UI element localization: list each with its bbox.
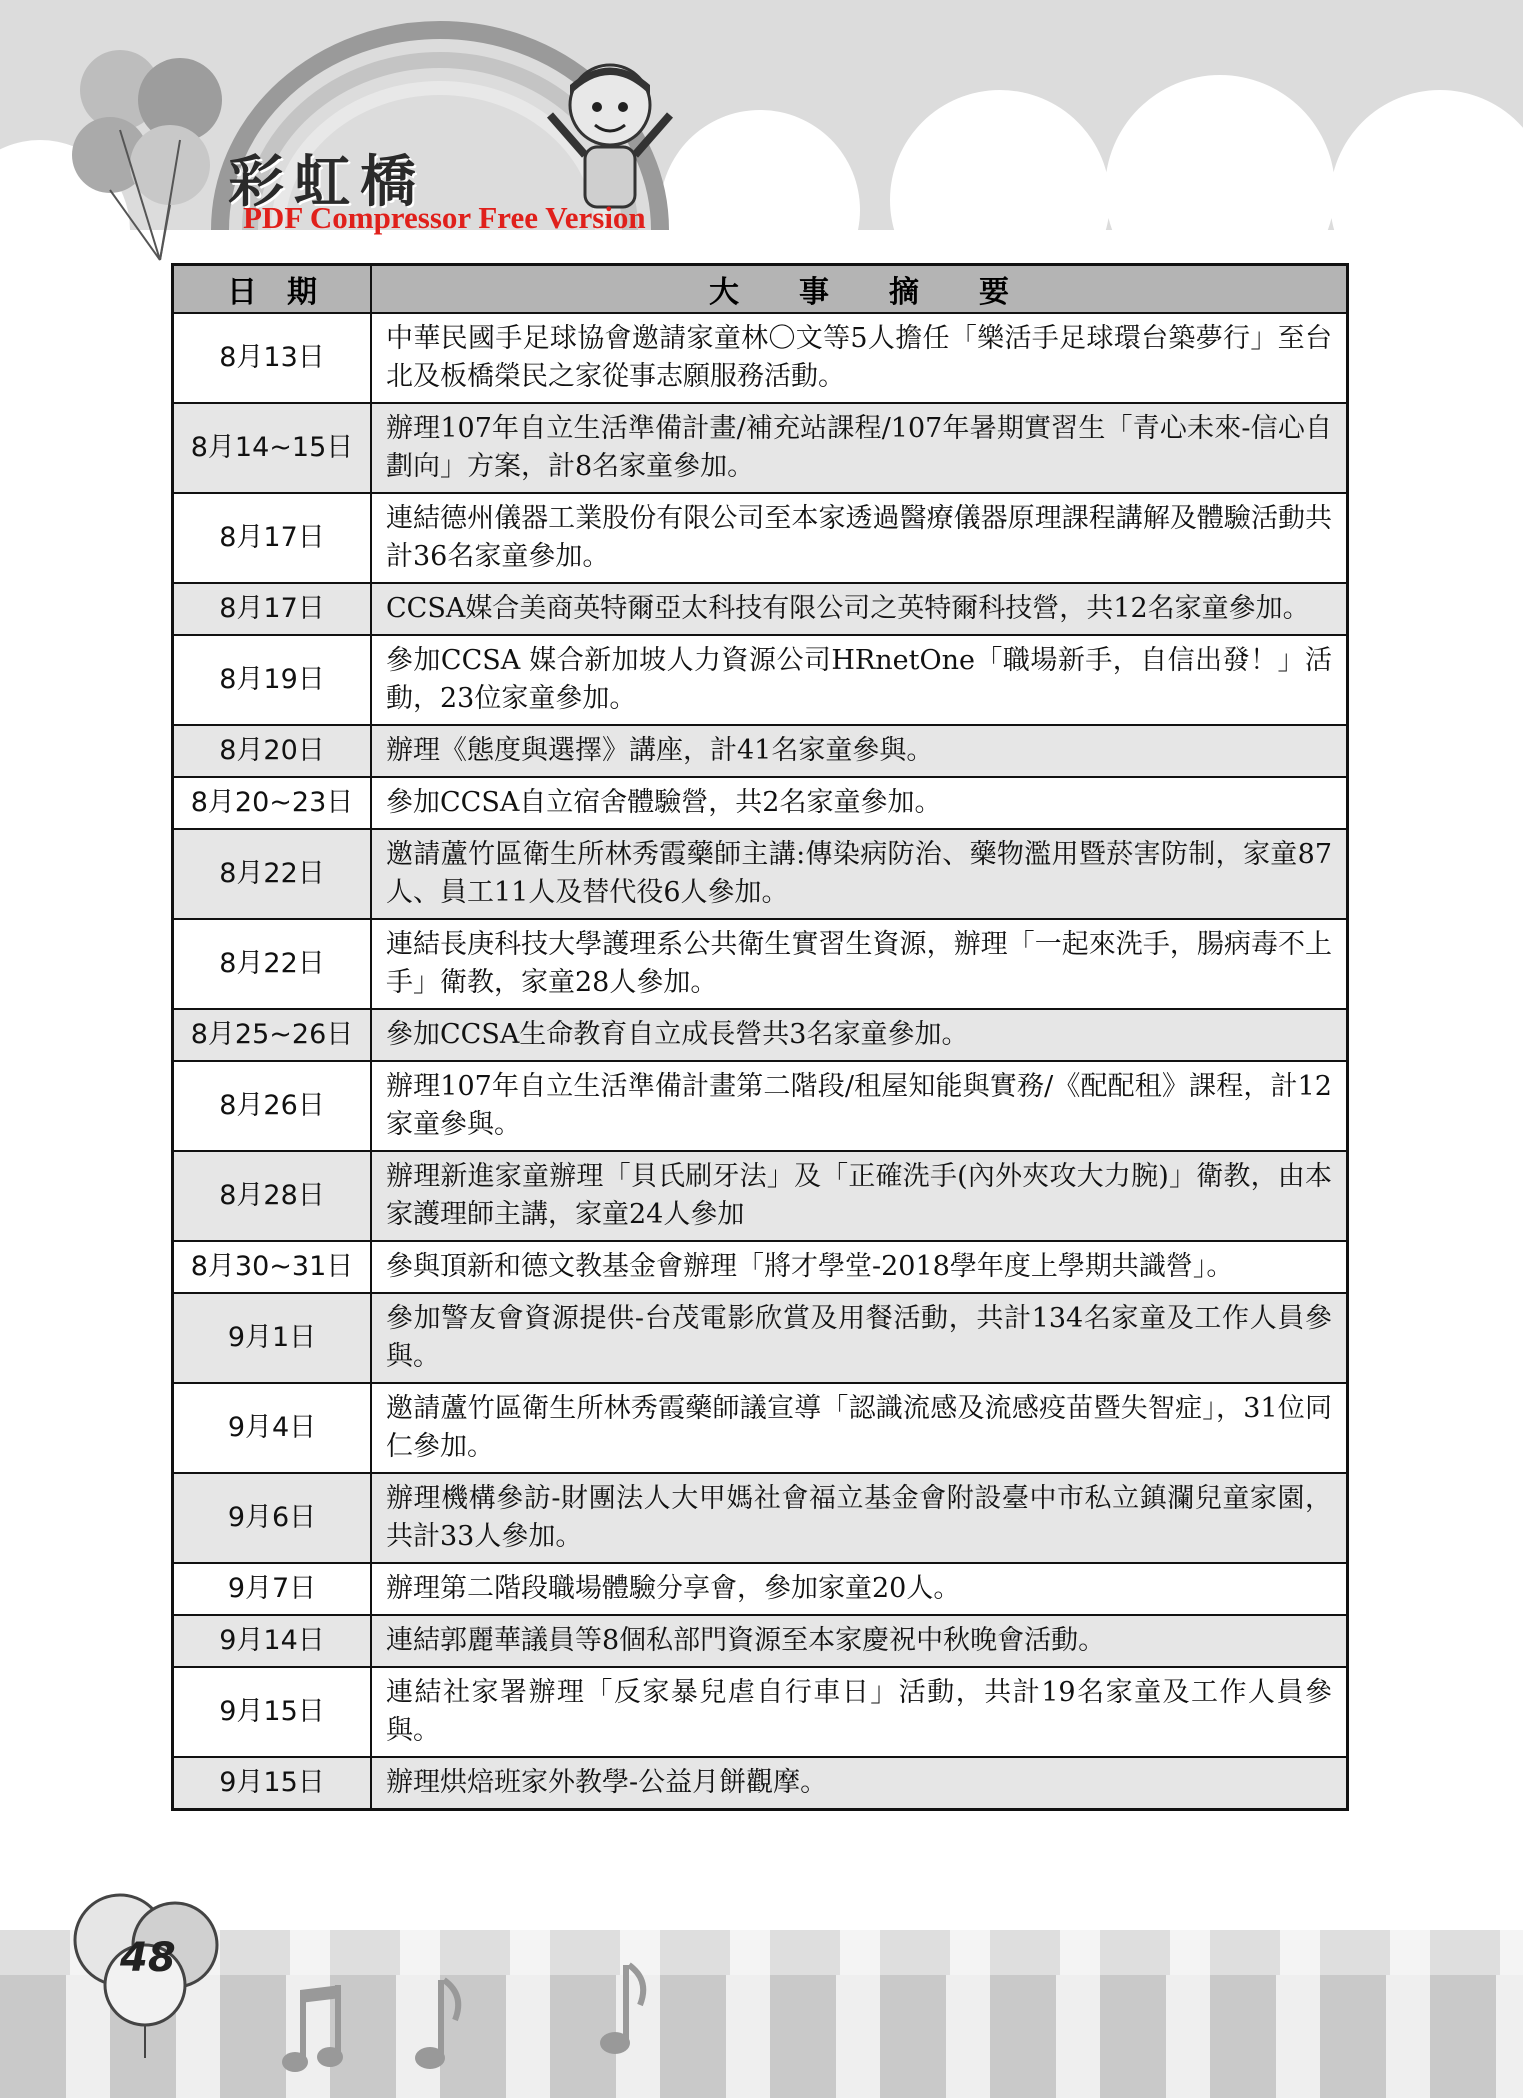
table-row (173, 1563, 1348, 1615)
row-summary: 辦理第二階段職場體驗分享會，參加家童20人。 (371, 1563, 1348, 1615)
row-summary: 邀請蘆竹區衛生所林秀霞藥師主講:傳染病防治、藥物濫用暨菸害防制，家童87人、員工11人及替代役6人參加。 (371, 829, 1348, 919)
music-note-icon (585, 1955, 655, 2065)
row-date: 9月15日 (173, 1757, 372, 1810)
brand-logo-text: 彩虹橋 (228, 150, 426, 215)
table-row (173, 1667, 1348, 1757)
table-row (173, 1473, 1348, 1563)
row-summary: 連結社家署辦理「反家暴兒虐自行車日」活動，共計19名家童及工作人員參與。 (371, 1667, 1348, 1757)
row-date: 8月28日 (173, 1151, 372, 1241)
table-row (173, 493, 1348, 583)
row-date: 8月30~31日 (173, 1241, 372, 1293)
table-row (173, 1061, 1348, 1151)
row-summary: 辦理烘焙班家外教學-公益月餅觀摩。 (371, 1757, 1348, 1810)
page-number: 48 (120, 1935, 176, 1981)
table-row (173, 403, 1348, 493)
summary-column-header: 大 事 摘 要 (371, 265, 1348, 314)
table-row (173, 1009, 1348, 1061)
row-summary: 辦理新進家童辦理「貝氏刷牙法」及「正確洗手(內外夾攻大力腕)」衛教，由本家護理師主講，家童24人參加 (371, 1151, 1348, 1241)
row-date: 9月7日 (173, 1563, 372, 1615)
row-summary: 連結德州儀器工業股份有限公司至本家透過醫療儀器原理課程講解及體驗活動共計36名家童參加。 (371, 493, 1348, 583)
table-row (173, 1241, 1348, 1293)
row-date: 8月25~26日 (173, 1009, 372, 1061)
table-row (173, 1293, 1348, 1383)
row-summary: 辦理107年自立生活準備計畫第二階段/租屋知能與實務/《配配租》課程，計12家童參與。 (371, 1061, 1348, 1151)
row-summary: 邀請蘆竹區衛生所林秀霞藥師議宣導「認識流感及流感疫苗暨失智症」，31位同仁參加。 (371, 1383, 1348, 1473)
music-note-icon (400, 1970, 470, 2080)
date-column-header: 日 期 (173, 265, 372, 314)
row-summary: 參加CCSA 媒合新加坡人力資源公司HRnetOne「職場新手，自信出發！」活動，23位家童參加。 (371, 635, 1348, 725)
table-row (173, 313, 1348, 403)
row-summary: 中華民國手足球協會邀請家童林〇文等5人擔任「樂活手足球環台築夢行」至台北及板橋榮民之家從事志願服務活動。 (371, 313, 1348, 403)
row-date: 8月26日 (173, 1061, 372, 1151)
events-table (171, 263, 1349, 1811)
table-row (173, 1757, 1348, 1810)
row-date: 8月22日 (173, 829, 372, 919)
table-row (173, 1383, 1348, 1473)
watermark-text: PDF Compressor Free Version (243, 200, 646, 235)
row-summary: CCSA媒合美商英特爾亞太科技有限公司之英特爾科技營，共12名家童參加。 (371, 583, 1348, 635)
table-row (173, 583, 1348, 635)
table-row (173, 1615, 1348, 1667)
table-row (173, 919, 1348, 1009)
table-row (173, 1151, 1348, 1241)
table-row (173, 829, 1348, 919)
row-date: 8月14~15日 (173, 403, 372, 493)
row-date: 8月17日 (173, 493, 372, 583)
table-row (173, 635, 1348, 725)
row-date: 9月4日 (173, 1383, 372, 1473)
row-date: 8月17日 (173, 583, 372, 635)
row-summary: 連結長庚科技大學護理系公共衛生實習生資源，辦理「一起來洗手，腸病毒不上手」衛教，家童28人參加。 (371, 919, 1348, 1009)
row-summary: 連結郭麗華議員等8個私部門資源至本家慶祝中秋晚會活動。 (371, 1615, 1348, 1667)
row-summary: 辦理107年自立生活準備計畫/補充站課程/107年暑期實習生「青心未來-信心自劃向」方案，計8名家童參加。 (371, 403, 1348, 493)
row-summary: 辦理機構參訪-財團法人大甲媽社會福立基金會附設臺中市私立鎮瀾兒童家園，共計33人參加。 (371, 1473, 1348, 1563)
row-summary: 辦理《態度與選擇》講座，計41名家童參與。 (371, 725, 1348, 777)
row-date: 8月22日 (173, 919, 372, 1009)
table-row (173, 725, 1348, 777)
row-date: 9月14日 (173, 1615, 372, 1667)
row-summary: 參加警友會資源提供-台茂電影欣賞及用餐活動，共計134名家童及工作人員參與。 (371, 1293, 1348, 1383)
row-date: 8月19日 (173, 635, 372, 725)
table-row (173, 777, 1348, 829)
row-date: 8月20~23日 (173, 777, 372, 829)
row-summary: 參與頂新和德文教基金會辦理「將才學堂-2018學年度上學期共識營」。 (371, 1241, 1348, 1293)
row-date: 9月15日 (173, 1667, 372, 1757)
balloons-illustration (50, 40, 250, 270)
row-date: 8月13日 (173, 313, 372, 403)
row-date: 9月1日 (173, 1293, 372, 1383)
music-note-icon (280, 1980, 360, 2080)
row-summary: 參加CCSA生命教育自立成長營共3名家童參加。 (371, 1009, 1348, 1061)
row-date: 9月6日 (173, 1473, 372, 1563)
row-summary: 參加CCSA自立宿舍體驗營，共2名家童參加。 (371, 777, 1348, 829)
row-date: 8月20日 (173, 725, 372, 777)
table-header-row (173, 265, 1348, 314)
